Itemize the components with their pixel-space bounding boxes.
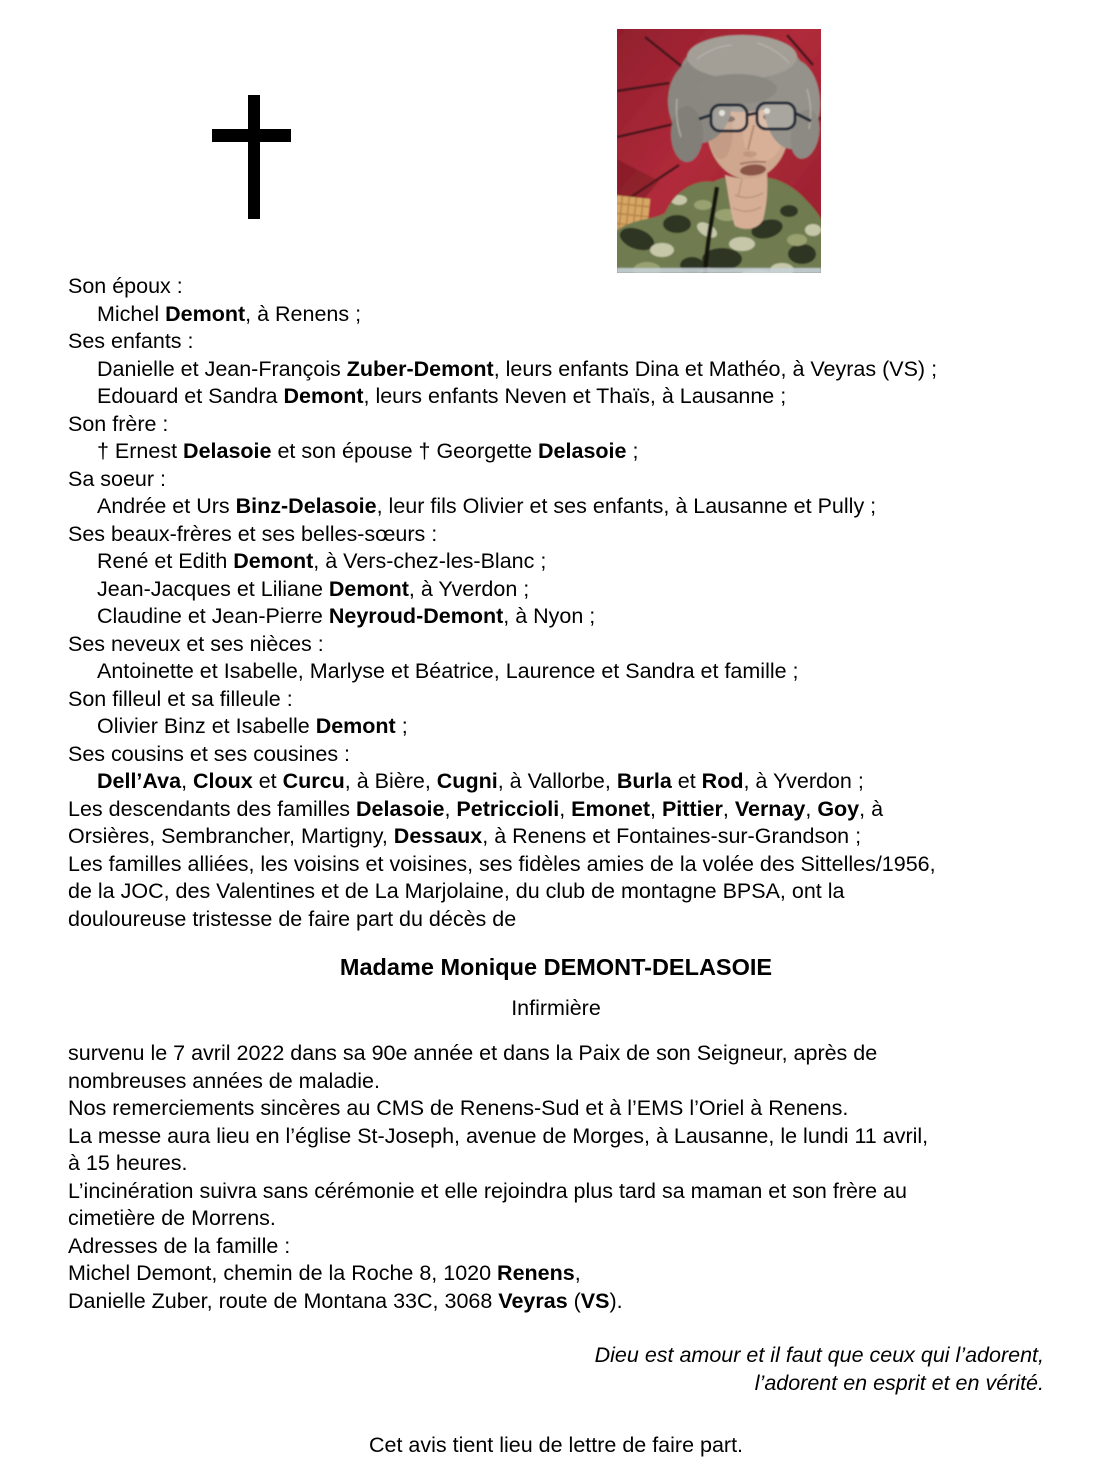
text-line: Ses beaux-frères et ses belles-sœurs : <box>68 521 438 546</box>
text-line: Claudine et Jean-Pierre Neyroud-Demont, à Nyon ; <box>97 604 596 628</box>
text-line: Edouard et Sandra Demont, leurs enfants Neven et Thaïs, à Lausanne ; <box>97 384 787 408</box>
text-line: Jean-Jacques et Liliane Demont, à Yverdon ; <box>97 576 530 601</box>
text-line: Son époux : <box>68 274 183 298</box>
text-line: Danielle et Jean-François Zuber-Demont, leurs enfants Dina et Mathéo, à Veyras (VS) ; <box>97 356 938 381</box>
text-line: douloureuse tristesse de faire part du décès de <box>68 906 517 931</box>
text-line: Les descendants des familles Delasoie, Petriccioli, Emonet, Pittier, Vernay, Goy, à <box>68 796 884 821</box>
text-line: Andrée et Urs Binz-Delasoie, leur fils Olivier et ses enfants, à Lausanne et Pully ; <box>97 494 877 518</box>
family-list <box>68 273 1044 933</box>
text-line: Orsières, Sembrancher, Martigny, Dessaux, à Renens et Fontaines-sur-Grandson ; <box>68 824 862 848</box>
title-block <box>68 952 1044 1022</box>
text-line: Antoinette et Isabelle, Marlyse et Béatrice, Laurence et Sandra et famille ; <box>97 659 799 683</box>
text-line: survenu le 7 avril 2022 dans sa 90e année et dans la Paix de son Seigneur, après de <box>68 1041 878 1065</box>
text-line: de la JOC, des Valentines et de La Marjolaine, du club de montagne BPSA, ont la <box>68 879 845 903</box>
text-line: Danielle Zuber, route de Montana 33C, 3068 Veyras (VS). <box>68 1288 623 1313</box>
text-line: nombreuses années de maladie. <box>68 1068 380 1093</box>
text-line: La messe aura lieu en l’église St-Joseph, avenue de Morges, à Lausanne, le lundi 11 avril, <box>68 1123 929 1148</box>
text-line: Dell’Ava, Cloux et Curcu, à Bière, Cugni, à Vallorbe, Burla et Rod, à Yverdon ; <box>97 769 864 793</box>
deceased-name: Madame Monique DEMONT-DELASOIE <box>339 954 773 980</box>
text-line: Son frère : <box>68 411 169 436</box>
scripture-quote <box>68 1342 1044 1397</box>
text-line: Ses enfants : <box>68 329 194 353</box>
text-line: Ses cousins et ses cousines : <box>68 741 351 766</box>
text-line: cimetière de Morrens. <box>68 1206 276 1230</box>
text-line: René et Edith Demont, à Vers-chez-les-Blanc ; <box>97 549 547 573</box>
text-line: L’incinération suivra sans cérémonie et elle rejoindra plus tard sa maman et son frère au <box>68 1178 907 1203</box>
latin-cross-icon <box>212 95 291 219</box>
text-line: Les familles alliées, les voisins et voisines, ses fidèles amies de la volée des Sittelles/1956, <box>68 851 936 876</box>
deceased-profession: Infirmière <box>511 996 601 1020</box>
text-line: † Ernest Delasoie et son épouse † Georgette Delasoie ; <box>97 439 639 463</box>
text-line: à 15 heures. <box>68 1151 188 1175</box>
quote-line: l’adorent en esprit et en vérité. <box>754 1370 1044 1395</box>
text-line: Ses neveux et ses nièces : <box>68 631 324 656</box>
text-line: Olivier Binz et Isabelle Demont ; <box>97 714 408 738</box>
cross-horizontal-bar <box>212 129 291 142</box>
text-line: Michel Demont, chemin de la Roche 8, 1020 Renens, <box>68 1261 581 1285</box>
text-line: Adresses de la famille : <box>68 1233 291 1258</box>
text-line: Sa soeur : <box>68 466 166 491</box>
quote-line: Dieu est amour et il faut que ceux qui l’adorent, <box>594 1343 1044 1367</box>
cross-vertical-bar <box>248 95 260 219</box>
footer-notice <box>68 1432 1044 1460</box>
portrait-photo <box>617 29 821 273</box>
text-line: Nos remerciements sincères au CMS de Renens-Sud et à l’EMS l’Oriel à Renens. <box>68 1096 849 1120</box>
text-line: Son filleul et sa filleule : <box>68 686 293 711</box>
footer-text: Cet avis tient lieu de lettre de faire part. <box>368 1433 744 1457</box>
announcement-details <box>68 1040 1044 1315</box>
text-line: Michel Demont, à Renens ; <box>97 301 362 326</box>
